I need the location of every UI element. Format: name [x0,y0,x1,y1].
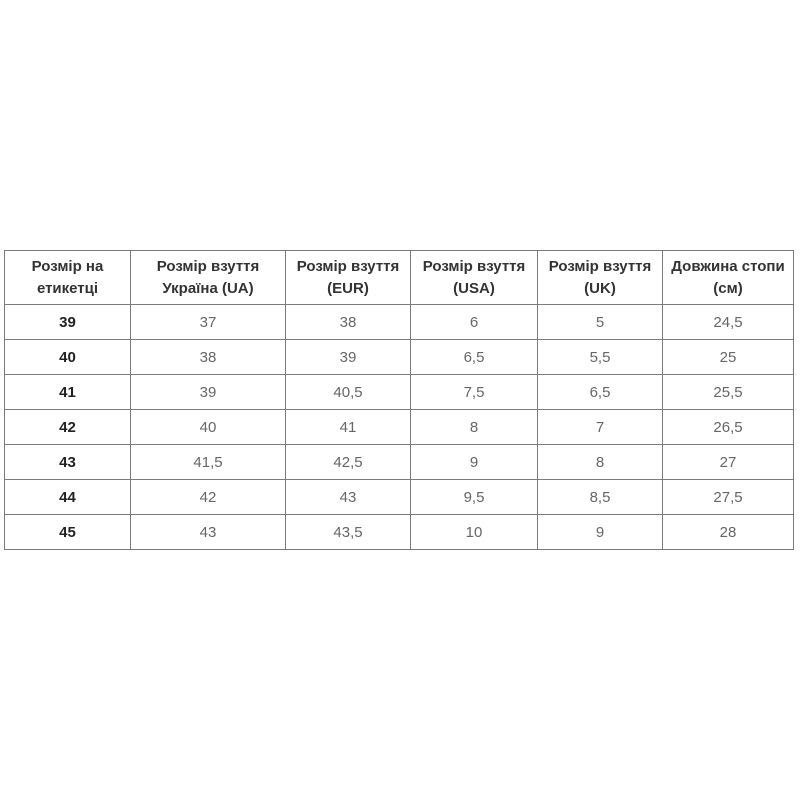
table-cell: 37 [131,305,286,340]
table-cell: 5 [538,305,663,340]
table-row [5,340,794,375]
table-cell: 9,5 [411,480,538,515]
table-header [5,251,794,305]
table-cell: 6,5 [411,340,538,375]
table-row [5,515,794,550]
table-cell: 8 [538,445,663,480]
table-cell: 43 [131,515,286,550]
table-cell: 42,5 [286,445,411,480]
table-cell: 6 [411,305,538,340]
table-row [5,410,794,445]
row-label-cell: 44 [5,480,131,515]
table-row [5,480,794,515]
table-cell: 39 [286,340,411,375]
table-header-cell: Розмір взуття (UK) [538,251,663,305]
table-cell: 28 [663,515,794,550]
table-cell: 8,5 [538,480,663,515]
table-cell: 42 [131,480,286,515]
table-cell: 39 [131,375,286,410]
table-cell: 5,5 [538,340,663,375]
table-row [5,305,794,340]
table-row [5,375,794,410]
row-label-cell: 40 [5,340,131,375]
table-cell: 26,5 [663,410,794,445]
row-label-cell: 39 [5,305,131,340]
table-row [5,445,794,480]
table-header-row [5,251,794,305]
table-cell: 38 [286,305,411,340]
table-cell: 8 [411,410,538,445]
table-cell: 40,5 [286,375,411,410]
table-cell: 27,5 [663,480,794,515]
table-cell: 38 [131,340,286,375]
table-cell: 25 [663,340,794,375]
table-cell: 41 [286,410,411,445]
table-header-cell: Розмір на етикетці [5,251,131,305]
table-cell: 27 [663,445,794,480]
table-cell: 6,5 [538,375,663,410]
table-header-cell: Довжина стопи (см) [663,251,794,305]
table-cell: 41,5 [131,445,286,480]
table-cell: 43 [286,480,411,515]
row-label-cell: 43 [5,445,131,480]
table-cell: 7,5 [411,375,538,410]
table-cell: 43,5 [286,515,411,550]
table-cell: 40 [131,410,286,445]
table-cell: 24,5 [663,305,794,340]
table-cell: 7 [538,410,663,445]
row-label-cell: 42 [5,410,131,445]
table-cell: 25,5 [663,375,794,410]
row-label-cell: 41 [5,375,131,410]
table-body [5,305,794,550]
table-header-cell: Розмір взуття (EUR) [286,251,411,305]
table-cell: 9 [411,445,538,480]
row-label-cell: 45 [5,515,131,550]
table-cell: 9 [538,515,663,550]
shoe-size-conversion-table [4,250,794,550]
table-header-cell: Розмір взуття Україна (UA) [131,251,286,305]
table-header-cell: Розмір взуття (USA) [411,251,538,305]
table-cell: 10 [411,515,538,550]
